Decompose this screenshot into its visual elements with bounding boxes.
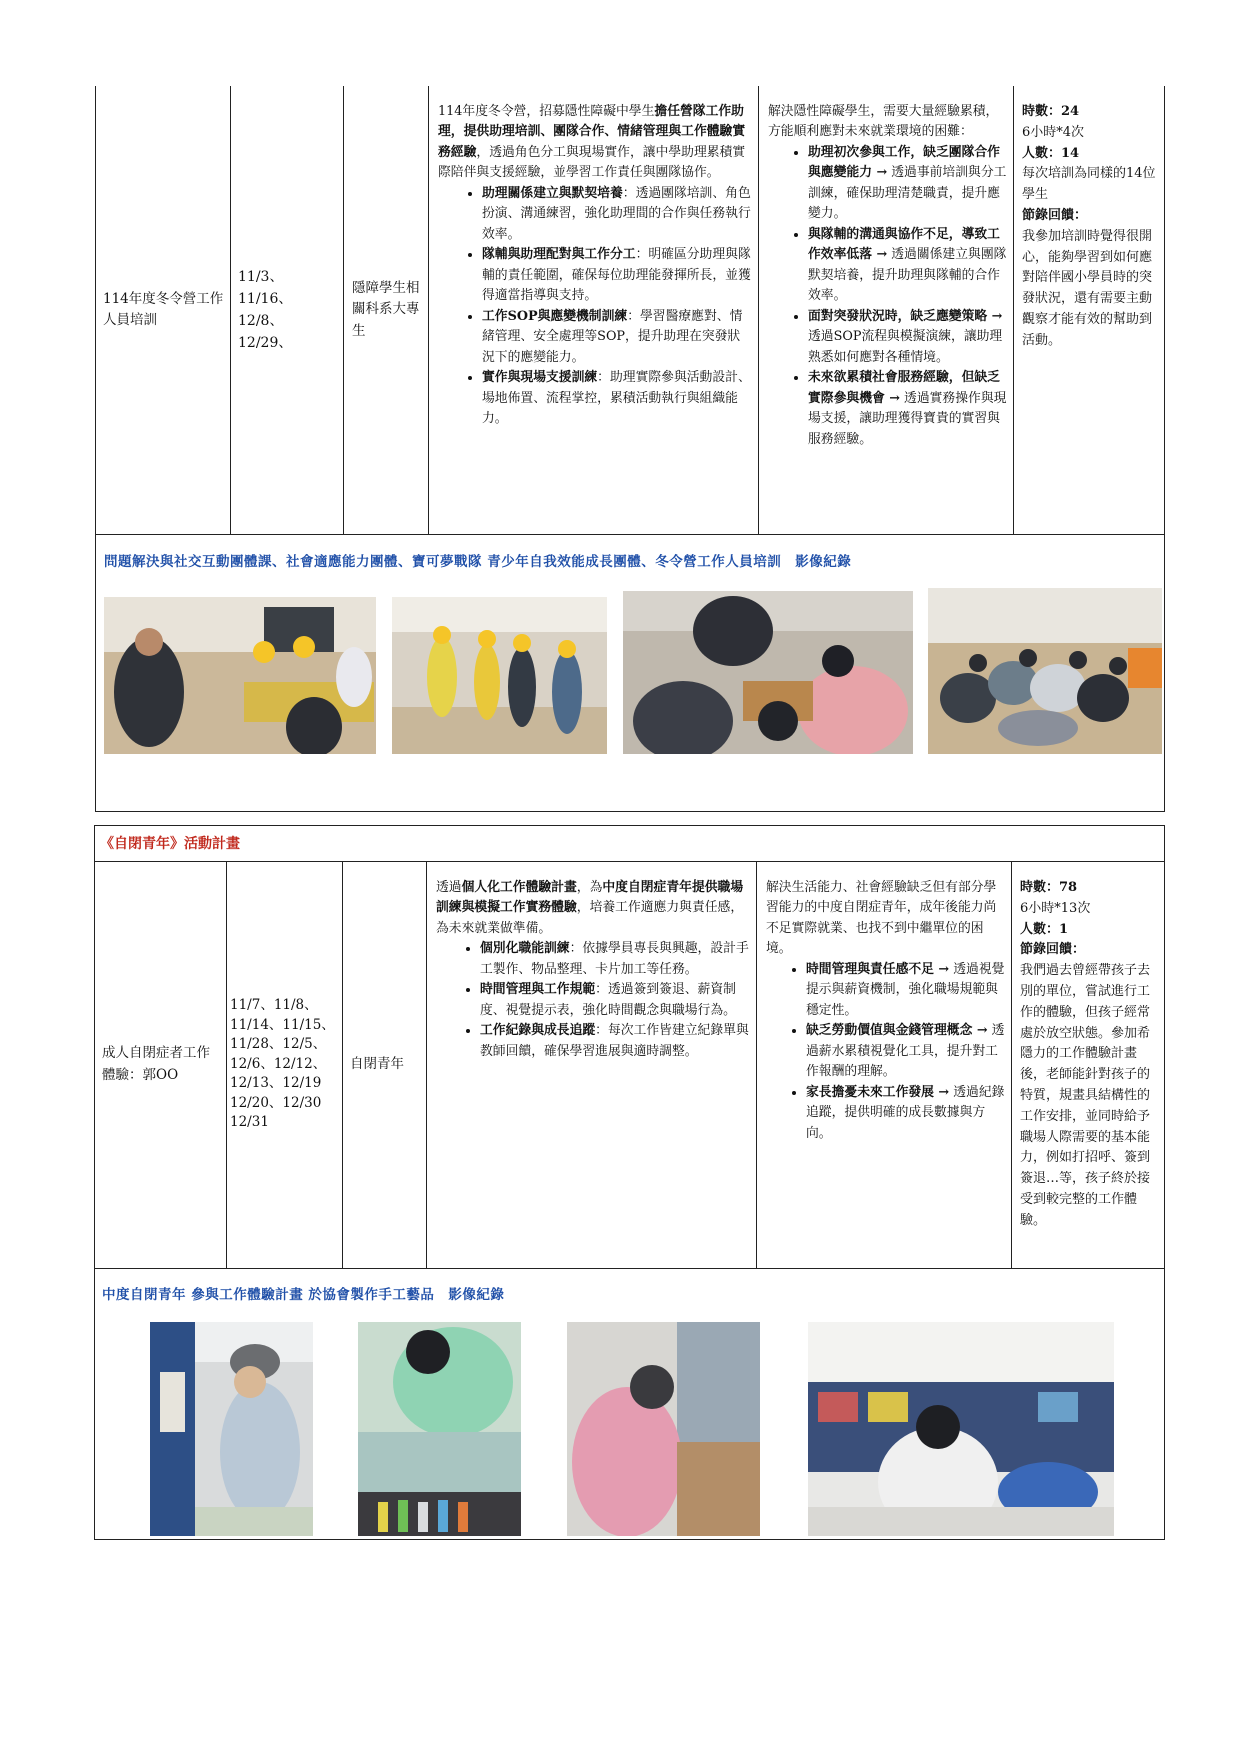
people bbox=[1022, 144, 1158, 165]
item-title: 助理初次參與工作，缺乏團隊合作與應變能力 → bbox=[808, 144, 1000, 181]
people-label: 人數：1 bbox=[1020, 921, 1069, 937]
date-item: 11/14、11/15、 bbox=[230, 1016, 335, 1033]
hours-detail: 6小時*4次 bbox=[1022, 124, 1085, 140]
photo-6 bbox=[358, 1322, 521, 1536]
item-title: 工作SOP與應變機制訓練 bbox=[482, 308, 628, 324]
target-group: 隱障學生相關科系大專生 bbox=[352, 280, 420, 339]
date-item: 12/8、 bbox=[238, 313, 284, 329]
course-name: 114年度冬令營工作人員培訓 bbox=[103, 290, 224, 328]
item-text: 透過關係建立與團隊默契培養，提升助理與隊輔的合作效率。 bbox=[808, 247, 1007, 304]
item-title: 助理關係建立與默契培養 bbox=[482, 185, 623, 201]
list-item bbox=[806, 1021, 1006, 1082]
item-title: 時間管理與工作規範 bbox=[480, 982, 596, 998]
problem-list bbox=[766, 960, 1006, 1144]
item-text: 透過事前培訓與分工訓練，確保助理清楚職責，提升應變力。 bbox=[808, 165, 1007, 222]
problem-cell bbox=[764, 102, 1012, 450]
section-title: 《自閉青年》活動計畫 bbox=[100, 836, 240, 852]
hours bbox=[1020, 878, 1158, 899]
item-title: 面對突發狀況時，缺乏應變策略 → bbox=[808, 308, 1003, 324]
intro-text: ，培養工作適應力與責任感，為未來就業做準備。 bbox=[436, 900, 744, 936]
course-name-cell bbox=[98, 861, 225, 1268]
item-title: 個別化職能訓練 bbox=[480, 941, 570, 957]
target-group: 自閉青年 bbox=[350, 1055, 404, 1072]
item-text: 透過薪水累積視覺化工具，提升對工作報酬的理解。 bbox=[806, 1023, 1005, 1080]
feedback-text: 我們過去曾經帶孩子去別的單位，嘗試進行工作的體驗，但孩子經常處於放空狀態。參加希隱力的工作體驗計畫後，老師能針對孩子的特質，規畫具結構性的工作安排，並同時給予職場人際需要的基本能力，例如打招呼、簽到簽退…等，孩子終於接受到較完整的工作體驗。 bbox=[1020, 963, 1151, 1228]
list-item bbox=[482, 245, 752, 306]
result-cell bbox=[1018, 102, 1162, 352]
problem-intro: 解決隱性障礙學生，需要大量經驗累積，方能順利應對未來就業環境的困難： bbox=[768, 104, 999, 140]
item-title: 工作紀錄與成長追蹤 bbox=[480, 1023, 596, 1039]
intro-text: 114年度冬令營，招募隱性障礙中學生 bbox=[438, 104, 655, 119]
list-item bbox=[480, 939, 750, 980]
date-item: 11/7、11/8、 bbox=[230, 997, 318, 1014]
hours bbox=[1022, 102, 1158, 123]
course-name-cell bbox=[99, 86, 228, 534]
feedback-title bbox=[1020, 940, 1158, 961]
content-list bbox=[438, 184, 752, 430]
content-intro bbox=[436, 878, 750, 939]
problem-cell bbox=[762, 878, 1010, 1144]
target-group-cell bbox=[348, 86, 426, 534]
item-text: ：學習醫療應對、情緒管理、安全處理等SOP，提升助理在突發狀況下的應變能力。 bbox=[482, 308, 743, 365]
item-text: ：依據學員專長與興趣，設計手工製作、物品整理、卡片加工等任務。 bbox=[480, 941, 749, 977]
problem-list bbox=[768, 143, 1008, 450]
item-text: ：助理實際參與活動設計、場地佈置、流程掌控，累積活動執行與組織能力。 bbox=[482, 370, 751, 427]
list-item bbox=[808, 307, 1008, 368]
hours-label: 時數：24 bbox=[1022, 104, 1080, 119]
item-title: 實作與現場支援訓練 bbox=[482, 370, 598, 386]
list-item bbox=[480, 1021, 750, 1062]
intro-text: ，透過角色分工與現場實作，讓中學助理累積實際陪伴與支援經驗，並學習工作責任與團隊協作。 bbox=[438, 144, 746, 181]
intro-text: 透過 bbox=[436, 880, 462, 895]
photo-1 bbox=[104, 597, 376, 754]
people-note: 每次培訓為同樣的14位學生 bbox=[1022, 166, 1156, 203]
feedback-title bbox=[1022, 206, 1158, 227]
date-list bbox=[238, 266, 292, 354]
intro-text: ，為 bbox=[576, 880, 603, 895]
item-text: ：明確區分助理與隊輔的責任範圍，確保每位助理能發揮所長，並獲得適當指導與支持。 bbox=[482, 247, 751, 304]
photo-3 bbox=[623, 591, 913, 754]
list-item bbox=[806, 960, 1006, 1021]
intro-bold: 個人化工作體驗計畫 bbox=[461, 880, 577, 895]
item-title: 隊輔與助理配對與工作分工 bbox=[482, 247, 636, 263]
hours-detail: 6小時*13次 bbox=[1020, 900, 1091, 916]
item-title: 缺乏勞動價值與金錢管理概念 → bbox=[806, 1023, 988, 1039]
content-cell bbox=[434, 102, 756, 430]
dates-cell bbox=[226, 861, 342, 1268]
target-group-cell bbox=[346, 861, 424, 1268]
dates-cell bbox=[234, 86, 342, 534]
list-item bbox=[806, 1083, 1006, 1144]
item-text: 透過視覺提示與薪資機制，強化職場規範與穩定性。 bbox=[806, 961, 1005, 1018]
hours-label: 時數：78 bbox=[1020, 880, 1078, 895]
list-item bbox=[808, 143, 1008, 225]
date-item: 11/28、12/5、 bbox=[230, 1036, 327, 1053]
item-text: 透過紀錄追蹤，提供明確的成長數據與方向。 bbox=[806, 1084, 1005, 1141]
item-text: ：透過簽到簽退、薪資制度、視覺提示表，強化時間觀念與職場行為。 bbox=[480, 982, 736, 1018]
photo-4 bbox=[928, 588, 1162, 754]
list-item bbox=[808, 225, 1008, 307]
date-item: 11/16、 bbox=[238, 290, 293, 307]
intro-bold: 擔任營隊工作助理，提供助理培訓、團隊合作、情緒管理與工作體驗實務經驗 bbox=[438, 104, 746, 160]
course-name: 成人自閉症者工作體驗：郭OO bbox=[102, 1045, 210, 1083]
list-item bbox=[482, 184, 752, 245]
item-title: 與隊輔的溝通與協作不足，導致工作效率低落 → bbox=[808, 226, 1000, 263]
feedback-title-text: 節錄回饋： bbox=[1020, 942, 1086, 958]
list-item bbox=[480, 980, 750, 1021]
item-text: ：透過團隊培訓、角色扮演、溝通練習，強化助理間的合作與任務執行效率。 bbox=[482, 185, 751, 242]
item-text: ：每次工作皆建立紀錄單與教師回饋，確保學習進展與適時調整。 bbox=[480, 1023, 749, 1059]
item-text: 透過SOP流程與模擬演練，讓助理熟悉如何應對各種情境。 bbox=[808, 329, 1003, 365]
item-text: 透過實務操作與現場支援，讓助理獲得寶貴的實習與服務經驗。 bbox=[808, 390, 1007, 447]
people-label: 人數：14 bbox=[1022, 145, 1080, 161]
photo-7 bbox=[567, 1322, 760, 1536]
photo-caption: 問題解決與社交互動團體課、社會適應能力團體、寶可夢戰隊 青少年自我效能成長團體、冬令營工作人員培訓 影像紀錄 bbox=[104, 554, 852, 570]
list-item bbox=[482, 307, 752, 368]
item-title: 時間管理與責任感不足 → bbox=[806, 961, 950, 977]
list-item bbox=[808, 368, 1008, 450]
date-item: 12/13、12/19 bbox=[230, 1075, 322, 1092]
photo-caption: 中度自閉青年 參與工作體驗計畫 於協會製作手工藝品 影像紀錄 bbox=[102, 1287, 505, 1303]
list-item bbox=[482, 368, 752, 429]
date-item: 11/3、 bbox=[238, 268, 284, 285]
people bbox=[1020, 920, 1158, 941]
photo-8 bbox=[808, 1322, 1114, 1536]
content-cell bbox=[432, 878, 754, 1062]
photo-2 bbox=[392, 597, 607, 754]
problem-intro: 解決生活能力、社會經驗缺乏但有部分學習能力的中度自閉症青年，成年後能力尚不足實際就業、也找不到中繼單位的困境。 bbox=[766, 880, 997, 957]
content-intro bbox=[438, 102, 752, 184]
date-item: 12/29、 bbox=[238, 335, 293, 352]
date-item: 12/31 bbox=[230, 1114, 269, 1131]
feedback-title-text: 節錄回饋： bbox=[1022, 207, 1088, 223]
date-item: 12/6、12/12、 bbox=[230, 1055, 327, 1072]
content-list bbox=[436, 939, 750, 1062]
date-list bbox=[230, 996, 335, 1133]
date-item: 12/20、12/30 bbox=[230, 1094, 322, 1111]
result-cell bbox=[1016, 878, 1162, 1232]
feedback-text: 我參加培訓時覺得很開心，能夠學習到如何應對陪伴國小學員時的突發狀況，還有需要主動觀察才能有效的幫助到活動。 bbox=[1022, 228, 1153, 348]
photo-5 bbox=[150, 1322, 313, 1536]
intro-bold: 中度自閉症青年提供職場訓練與模擬工作實務體驗 bbox=[436, 880, 744, 916]
item-title: 未來欲累積社會服務經驗，但缺乏實際參與機會 → bbox=[808, 370, 1000, 406]
item-title: 家長擔憂未來工作發展 → bbox=[806, 1084, 950, 1100]
